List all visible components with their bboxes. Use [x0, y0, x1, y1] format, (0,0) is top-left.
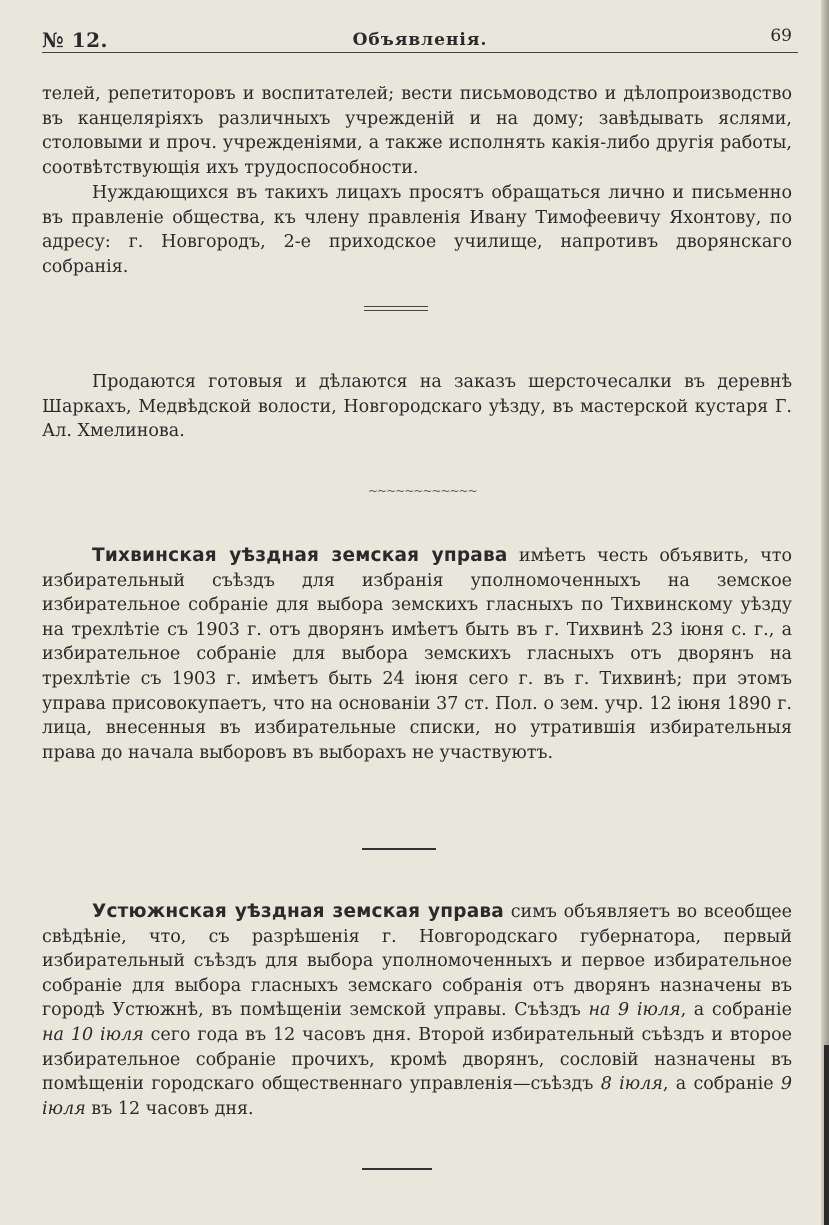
- notice-continuation: телей, репетиторовъ и воспитателей; вести письмоводство и дѣлопроизводство въ канцеляріяхъ различныхъ учрежденій и на дому; завѣдывать яслями, столовыми и проч. учрежденіями, а также исполнять какія-либо другія работы, соотвѣтствующія ихъ трудоспособности.: [42, 84, 792, 178]
- ad-wool-carders: Продаются готовыя и дѣлаются на заказъ шерсточесалки въ деревнѣ Шаркахъ, Медвѣдской волости, Новгородскаго уѣзду, въ мастерской кустаря Г. Ал. Хмелинова.: [42, 372, 792, 442]
- ustyuzhna-body-c: сего года въ 12 часовъ дня. Второй избирательный съѣздъ и второе избирательное собраніе прочихъ, кромѣ дворянъ, сословій назначены въ помѣщеніи городскаго общественнаго управленія—съѣздъ: [42, 1024, 792, 1095]
- separator-rule-bottom: [362, 1168, 432, 1170]
- issue-number: № 12.: [42, 28, 108, 52]
- page-edge-dark: [824, 1045, 829, 1225]
- date-july-9-assembly: 9 іюля: [42, 1074, 793, 1119]
- page-edge-shadow: [821, 0, 829, 1225]
- section-title: Объявленія.: [352, 30, 488, 50]
- ustyuzhna-body-d: , а собраніе: [662, 1074, 781, 1095]
- header-rule: [42, 52, 798, 53]
- notice-contact: Нуждающихся въ такихъ лицахъ просятъ обращаться лично и письменно въ правленіе общества, къ члену правленія Ивану Тимофеевичу Яхонтову, по адресу: г. Новгородъ, 2-е приходское училище, напротивъ дворянскаго собранія.: [42, 183, 792, 277]
- notice-ustyuzhna: [42, 900, 792, 1121]
- notice-tikhvin: [42, 544, 792, 765]
- date-july-10-assembly: на 10 іюля: [42, 1024, 144, 1045]
- tikhvin-lead: Тихвинская уѣздная земская управа: [92, 545, 508, 566]
- ustyuzhna-body-e: въ 12 часовъ дня.: [85, 1098, 254, 1119]
- date-july-9-congress: на 9 іюля: [588, 1000, 681, 1021]
- separator-wavy: ~~~~~~~~~~~~: [368, 484, 477, 498]
- page-header: [42, 24, 798, 54]
- date-july-8-congress: 8 іюля: [600, 1074, 663, 1095]
- tikhvin-body: имѣетъ честь объявить, что избирательный съѣздъ для избранія уполномоченныхъ на земское избирательное собраніе для выбора земскихъ гласныхъ по Тихвинскому уѣзду на трехлѣтіе съ 1903 г. отъ дворянъ имѣетъ быть въ г. Тихвинѣ 23 іюня с. г., а избирательное собраніе для выбора земскихъ гласныхъ отъ дворянъ на трехлѣтіе съ 1903 г. имѣетъ быть 24 іюня сего г. въ г. Тихвинѣ; при этомъ управа присовокупаетъ, что на основаніи 37 ст. Пол. о зем. учр. 12 іюня 1890 г. лица, внесенныя въ избирательные списки, но утратившія избирательныя права до начала выборовъ въ выборахъ не участвуютъ.: [42, 546, 792, 763]
- page-number: 69: [770, 26, 792, 46]
- separator-double: [364, 306, 428, 311]
- ustyuzhna-body-a: симъ объявляетъ во всеобщее свѣдѣніе, что, съ разрѣшенія г. Новгородскаго губернатора, первый избирательный съѣздъ для выбора уполномоченныхъ и первое избирательное собраніе для выбора гласныхъ земскаго собранія отъ дворянъ назначены въ городѣ Устюжнѣ, въ помѣщеніи земской управы. Съѣздъ: [42, 902, 792, 1021]
- ustyuzhna-body-b: , а собраніе: [680, 1000, 793, 1021]
- ustyuzhna-lead: Устюжнская уѣздная земская управа: [92, 901, 504, 922]
- separator-rule: [362, 848, 436, 850]
